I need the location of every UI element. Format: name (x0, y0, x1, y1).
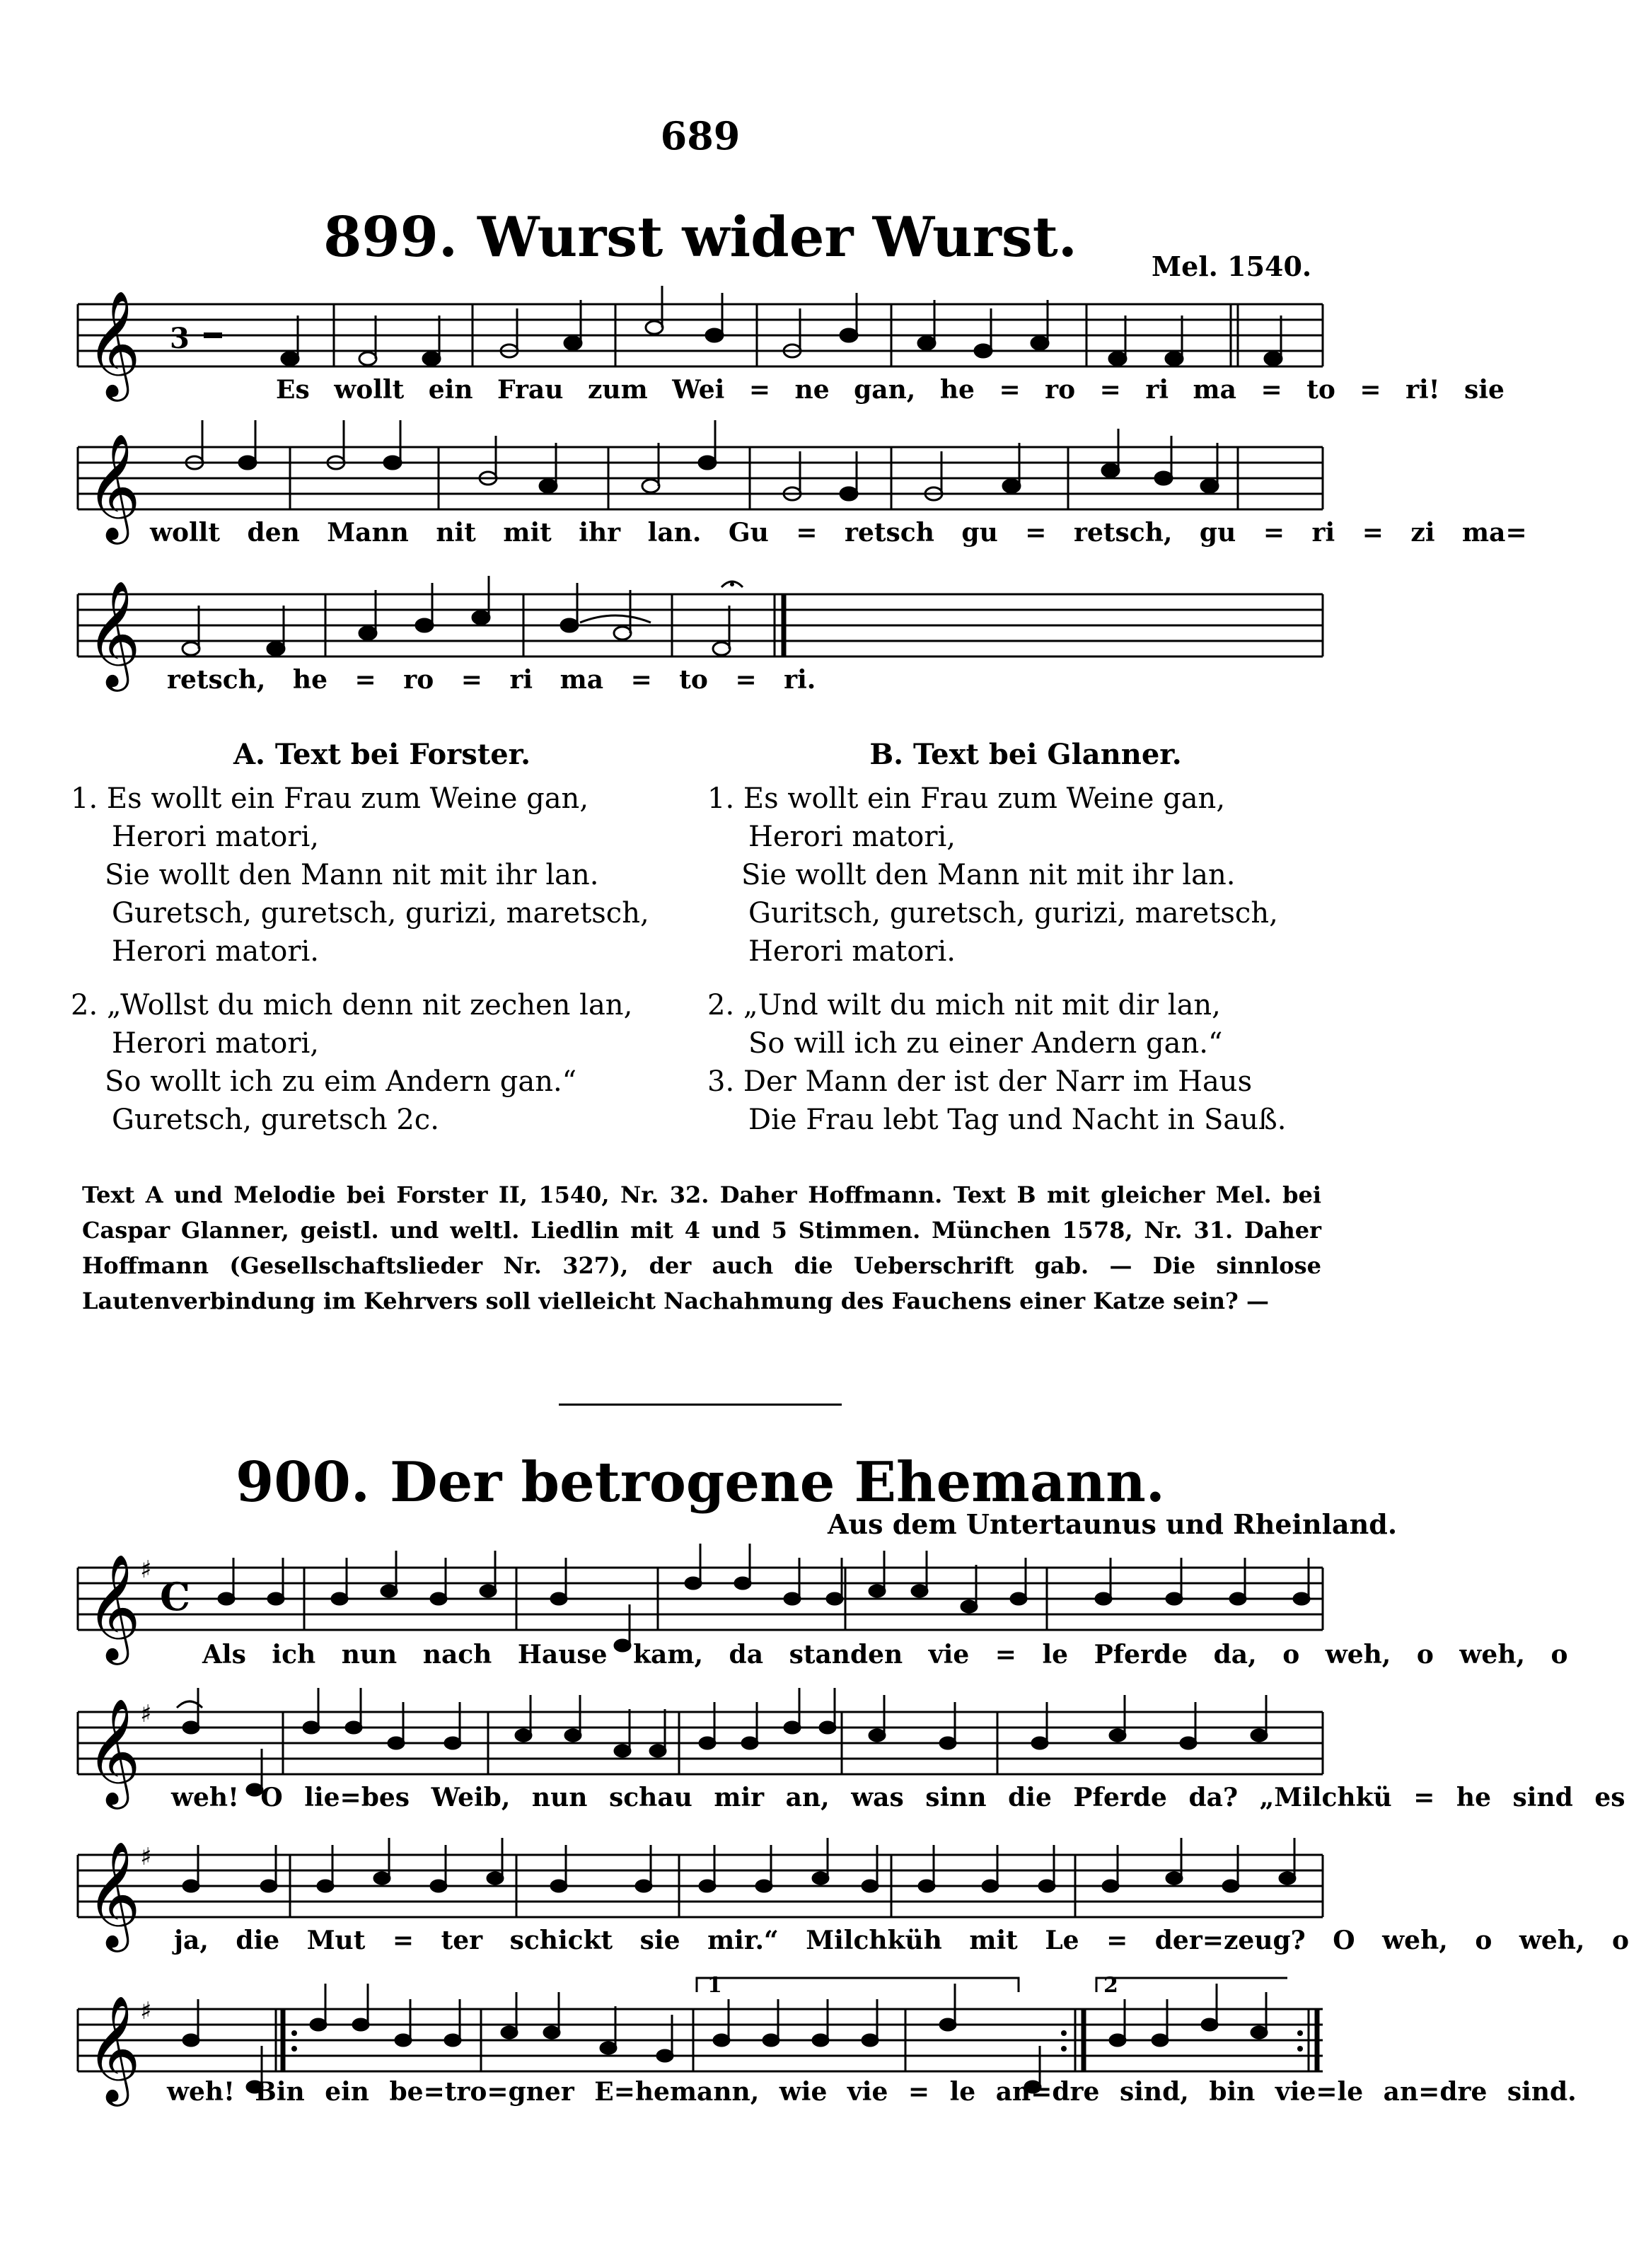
song-899-commentary: Text A und Melodie bei Forster II, 1540, Nr. 32. Daher Hoffmann. Text B mit gleicher Mel. bei Caspar Glanner, geistl. und weltl. Liedlin mit 4 und 5 Stimmen. München 1578, Nr. 31. Daher Hoffmann (Gesellschaftslieder Nr. 327), der auch die Ueberschrift gab. — Die sinnlose Lautenverbindung im Kehrvers soll vielleicht Nachahmung des Fauchens einer Katze sein? — (82, 1181, 1321, 1314)
song-900-lyrics-3: ja, die Mut = ter schickt sie mir.“ Milchküh mit Le = der=zeug? O weh, o weh, o (174, 1926, 1629, 1955)
text-b-line-6: 2. „Und wilt du mich nit mit dir lan, (707, 989, 1221, 1022)
svg-text:♯: ♯ (140, 1843, 152, 1871)
text-b-heading: B. Text bei Glanner. (869, 738, 1182, 771)
text-a-line-1: 1. Es wollt ein Frau zum Weine gan, (71, 782, 589, 815)
svg-text:𝄞: 𝄞 (86, 1840, 141, 1948)
svg-text:𝄞: 𝄞 (86, 1553, 141, 1660)
svg-text:𝄞: 𝄞 (86, 432, 141, 540)
melody-reference: Mel. 1540. (1152, 250, 1312, 282)
svg-text:𝄞: 𝄞 (86, 579, 141, 687)
text-b-line-9: Die Frau lebt Tag und Nacht in Sauß. (748, 1104, 1287, 1136)
text-a-line-5: Herori matori. (112, 935, 319, 968)
volta-1-label: 1 (707, 1973, 722, 1998)
song-900-title-text: Der betrogene Ehemann. (390, 1450, 1165, 1515)
text-b-line-2: Herori matori, (748, 821, 956, 853)
text-a-line-8: So wollt ich zu eim Andern gan.“ (105, 1065, 577, 1098)
text-a-line-3: Sie wollt den Mann nit mit ihr lan. (105, 859, 599, 891)
text-a-line-7: Herori matori, (112, 1027, 319, 1060)
song-900-title (0, 1450, 1401, 1515)
svg-text:𝄞: 𝄞 (86, 1994, 141, 2102)
svg-text:♯: ♯ (140, 1556, 152, 1584)
song-900-lyrics-4: weh! Bin ein be=tro=gner E=hemann, wie vie = le an=dre sind, bin vie=le an=dre sind. (167, 2077, 1577, 2107)
svg-text:𝄞: 𝄞 (86, 289, 141, 397)
song-899-lyrics-2: wollt den Mann nit mit ihr lan. Gu = retsch gu = retsch, gu = ri = zi ma= (150, 518, 1527, 548)
text-b-line-8: 3. Der Mann der ist der Narr im Haus (707, 1065, 1253, 1098)
song-899-lyrics-1: Es wollt ein Frau zum Wei = ne gan, he = ro = ri ma = to = ri! sie (276, 375, 1505, 405)
text-a-line-9: Guretsch, guretsch 2c. (112, 1104, 439, 1136)
text-b-line-5: Herori matori. (748, 935, 956, 968)
svg-text:♯: ♯ (140, 1700, 152, 1728)
volta-2-label: 2 (1103, 1973, 1118, 1998)
text-b-line-7: So will ich zu einer Andern gan.“ (748, 1027, 1223, 1060)
song-899-number: 899. (323, 205, 458, 270)
song-899-title-text: Wurst wider Wurst. (477, 205, 1077, 270)
text-b-line-4: Guritsch, guretsch, gurizi, maretsch, (748, 897, 1278, 930)
svg-text:♯: ♯ (140, 1997, 152, 2025)
song-900-lyrics-1: Als ich nun nach Hause kam, da standen vie = le Pferde da, o weh, o weh, o (202, 1640, 1568, 1670)
text-b-line-1: 1. Es wollt ein Frau zum Weine gan, (707, 782, 1226, 815)
text-b-line-3: Sie wollt den Mann nit mit ihr lan. (741, 859, 1236, 891)
song-899-lyrics-3: retsch, he = ro = ri ma = to = ri. (167, 665, 816, 695)
text-a-line-4: Guretsch, guretsch, gurizi, maretsch, (112, 897, 649, 930)
text-a-line-6: 2. „Wollst du mich denn nit zechen lan, (71, 989, 633, 1022)
svg-text:𝄞: 𝄞 (86, 1697, 141, 1805)
song-900-lyrics-2: weh! O lie=bes Weib, nun schau mir an, was sinn die Pferde da? „Milchkü = he sind es (171, 1783, 1625, 1812)
section-divider (559, 1404, 842, 1406)
text-a-heading: A. Text bei Forster. (233, 738, 531, 771)
time-signature: C (160, 1574, 190, 1619)
text-a-column (71, 736, 693, 1139)
page-number: 689 (660, 113, 741, 158)
song-900-number: 900. (236, 1450, 371, 1515)
tuplet-mark: 3 (170, 322, 190, 355)
text-a-line-2: Herori matori, (112, 821, 319, 853)
source-reference: Aus dem Untertaunus und Rheinland. (828, 1508, 1398, 1540)
text-b-column (707, 736, 1344, 1139)
